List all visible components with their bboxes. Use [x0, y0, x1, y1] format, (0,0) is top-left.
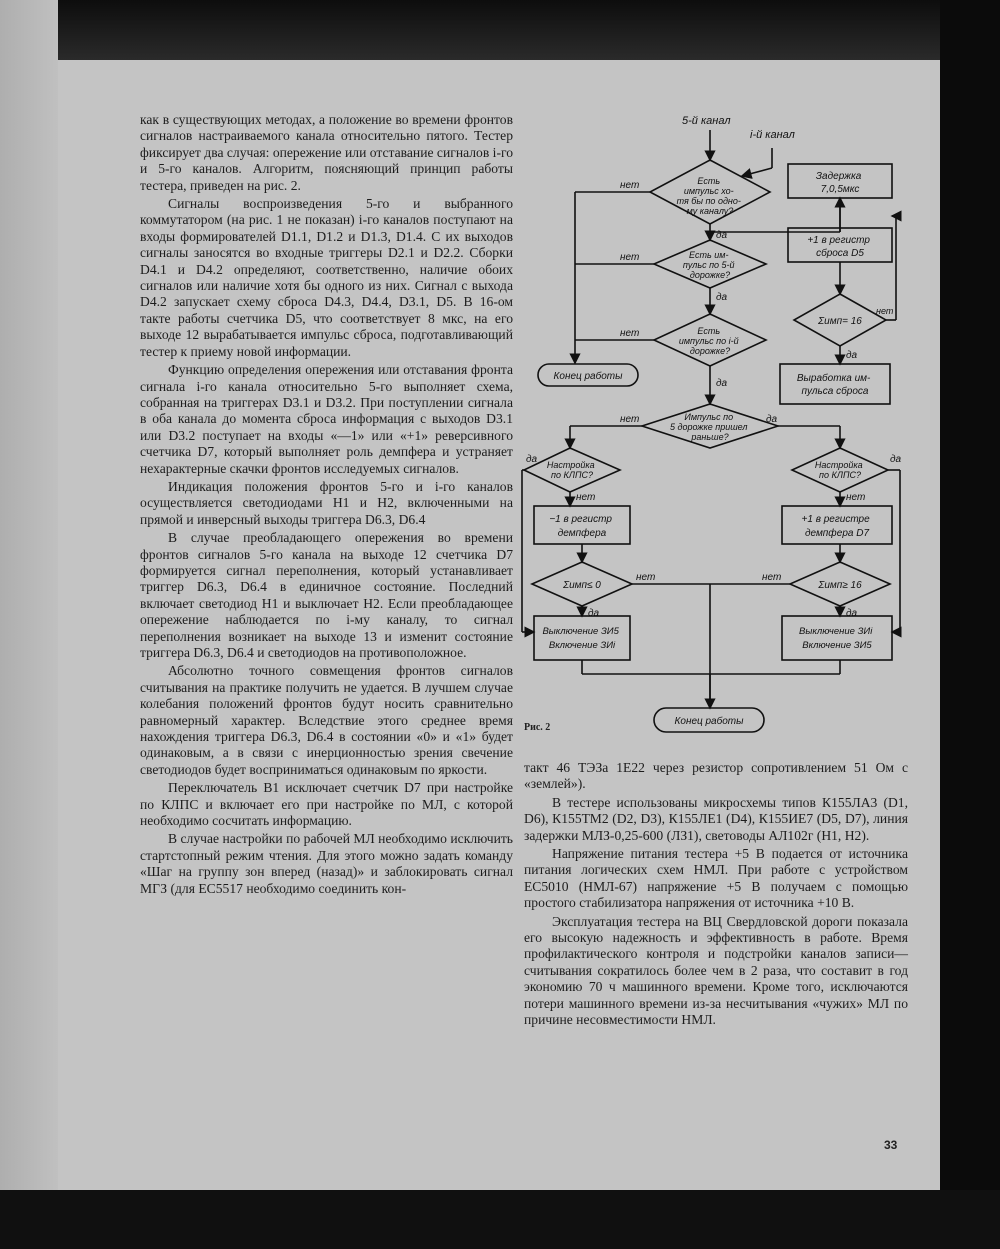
right-text-column [524, 760, 908, 1029]
sum0-label: Σимп≤ 0 [563, 580, 601, 591]
paragraph: В тестере использованы микросхемы типов К155ЛА3 (D1, D6), К155ТМ2 (D2, D3), К155ЛЕ1 (D4), К155ИЕ7 (D5, D7), линия задержки МЛЗ-0,25-600 (ЛЗ1), световоды АЛ102г (H1, H2). [524, 794, 908, 843]
label-yes: да [716, 378, 728, 389]
label-yes: да [846, 608, 858, 619]
label-yes: да [766, 414, 778, 425]
label-ch5: 5-й канал [682, 115, 731, 127]
label-yes: да [526, 454, 538, 465]
label-no: нет [620, 252, 640, 263]
label-chi: i-й канал [750, 129, 795, 141]
flowchart-figure [520, 108, 920, 740]
label-yes: да [588, 608, 600, 619]
end-label: Конец работы [674, 716, 744, 727]
paragraph: Переключатель B1 исключает счетчик D7 при настройке по КЛПС и включает его при настройке по МЛ, с которой необходимо сосчитать информацию. [140, 780, 513, 829]
label-no: нет [876, 306, 894, 316]
paragraph: Функцию определения опережения или отставания фронта сигнала i-го канала относительно 5-го выполняет схема, собранная на триггерах D3.1 и D3.2. При поступлении сигнала в оба канала до момента сброса информация с выходов D3.1 или D3.2 поступает на входы «—1» или «+1» реверсивного счетчика D7, который выполняет роль демпфера и устраняет нехарактерные скачки фронтов исследуемых сигналов. [140, 362, 513, 476]
page-number: 33 [884, 1138, 898, 1152]
label-yes: да [890, 454, 902, 465]
decision-5: Настройка по КЛПС? [546, 460, 595, 480]
paragraph: Напряжение питания тестера +5 В подается от источника питания логических схем НМЛ. При работе с устройством ЕС5010 (НМЛ-67) напряжение +5 В получаем с помощью простого стабилизатора напряжения от источника +10 В. [524, 846, 908, 911]
paragraph: Абсолютно точного совмещения фронтов сигналов считывания на практике получить не удается. В лучшем случае колебания положений фронтов будут носить сравнительно равномерный характер. Вследствие этого среднее время нахождения триггера D6.3, D6.4 в состоянии «0» и «1» будет одинаковым, а в связи с инерционностью зрения свечение светодиодов будет восприниматься одинаковым по яркости. [140, 663, 513, 777]
scan-left-edge [0, 0, 58, 1249]
decision-3: Есть импульс по i-й дорожке? [678, 326, 739, 356]
decision-2: Есть им- пульс по 5-й дорожке? [682, 250, 735, 280]
paragraph: В случае настройки по рабочей МЛ необходимо исключить стартстопный режим чтения. Для этого можно задать команду «Шаг на группу зон вперед (назад)» и заблокировать сигнал МГЗ (для ЕС5517 необходимо соединить кон- [140, 831, 513, 896]
label-no: нет [762, 572, 782, 583]
label-yes: да [716, 292, 728, 303]
label-no: нет [620, 328, 640, 339]
paragraph: Сигналы воспроизведения 5-го и выбранного коммутатором (на рис. 1 не показан) i-го каналов поступают на входы формирователей D1.1, D1.2 и D1.3, D1.4. С их выходов сигналы заносятся во входные триггеры D2.1 и D2.2. Сборки D4.1 и D4.2 определяют, соответственно, наличие обоих сигналов или наличие хотя бы одного из них. Сигнал с выхода D4.2 запускает схему сброса D4.3, D4.4, D3.1, D5. В 16-ом такте работы счетчика D5, что соответствует 8 мкс, на его выходе 12 вырабатывается импульс сброса, подготавливающий тестер к приему новой информации. [140, 196, 513, 359]
decision-4: Импульс по 5 дорожке пришел раньше? [670, 412, 748, 442]
decision-1: Есть импульс хо- тя бы по одно- му каналу? [676, 176, 741, 216]
paragraph: как в существующих методах, а положение во времени фронтов сигналов настраиваемого канала относительно пятого. Тестер фиксирует два случая: опережение или отставание сигналов i-го и 5-го каналов. Алгоритм, поясняющий принцип работы тестера, приведен на рис. 2. [140, 112, 513, 193]
label-no: нет [620, 180, 640, 191]
paragraph: Индикация положения фронтов 5-го и i-го каналов осуществляется светодиодами H1 и H2, включенными на прямой и инверсный выходы триггера D6.3, D6.4 [140, 478, 513, 527]
scan-top-edge [0, 0, 1000, 60]
label-no: нет [846, 492, 866, 503]
label-no: нет [620, 414, 640, 425]
label-yes: да [846, 350, 858, 361]
paragraph: такт 46 ТЭЗа 1E22 через резистор сопротивлением 51 Ом с «землей»). [524, 760, 908, 792]
delay-box-label: Задержка 7,0,5мкс [815, 171, 862, 195]
label-no: нет [636, 572, 656, 583]
paragraph: В случае преобладающего опережения во времени фронтов сигналов 5-го канала на выходе 12 счетчика D7 формируется сигнал переполнения, который устанавливает триггер D6.3, D6.4 в единичное состояние. Последний включает светодиод H1 и выключает H2. Если преобладающее опережение наблюдается по i-му каналу, то сигнал переполнения возникает на выходе 13 и изменит состояние триггера D6.3, D6.4 и светодиодов на противоположное. [140, 530, 513, 660]
left-text-column [140, 112, 513, 897]
label-yes: да [716, 230, 728, 241]
end-label: Конец работы [553, 371, 623, 382]
decision-6: Настройка по КЛПС? [814, 460, 863, 480]
sum16-label: Σимп= 16 [818, 316, 862, 327]
dec-damper-label: −1 в регистр демпфера [549, 514, 612, 539]
out-left-label: Выключение ЗИ5 Включение ЗИi [542, 626, 619, 651]
out-right-label: Выключение ЗИi Включение ЗИ5 [799, 626, 873, 651]
paragraph: Эксплуатация тестера на ВЦ Свердловской дороги показала его высокую надежность и эффективность в работе. Время профилактического контроля и подстройки каналов записи—считывания сократилось более чем в 2 раза, что составит в год экономию 70 ч машинного времени. Кроме того, исключаются потери машинного времени из-за несчитывания «чужих» МЛ по причине несовместимости НМЛ. [524, 913, 908, 1028]
scan-right-edge [940, 0, 1000, 1249]
sum16b-label: Σимп≥ 16 [818, 580, 862, 591]
inc-damper-label: +1 в регистре демпфера D7 [801, 514, 870, 539]
scan-bottom-edge [0, 1190, 1000, 1249]
reset-register-label: +1 в регистр сброса D5 [807, 235, 870, 259]
gen-reset-label: Выработка им- пульса сброса [796, 373, 871, 397]
label-no: нет [576, 492, 596, 503]
figure-caption: Рис. 2 [524, 722, 551, 733]
